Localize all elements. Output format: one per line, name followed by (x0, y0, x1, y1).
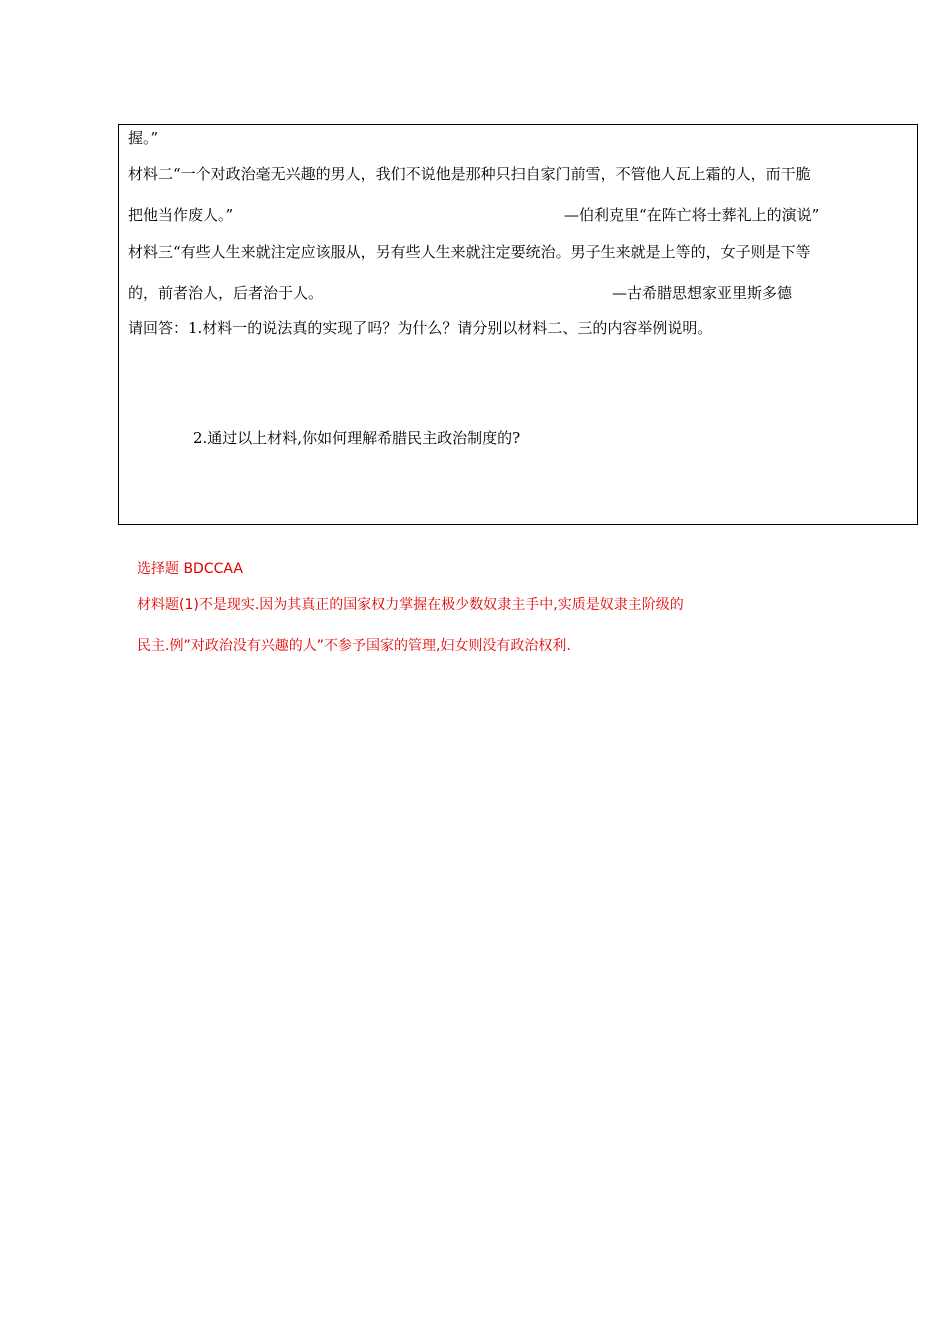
material-3-line-2: 的，前者治人，后者治于人。 (128, 284, 324, 302)
question-prompt-2: 2.通过以上材料,你如何理解希腊民主政治制度的? (193, 429, 521, 447)
answer-material-line-2: 民主.例”对政治没有兴趣的人”不参予国家的管理,妇女则没有政治权利. (137, 638, 571, 654)
material-3-source: —古希腊思想家亚里斯多德 (612, 284, 793, 302)
material-2-line-1: 材料二“一个对政治毫无兴趣的男人，我们不说他是那种只扫自家门前雪，不管他人瓦上霜的人，而干脆 (128, 165, 811, 183)
answer-choice: 选择题 BDCCAA (137, 561, 243, 577)
material-2-line-2: 把他当作废人。” (128, 206, 234, 224)
question-prompt-1: 请回答：1.材料一的说法真的实现了吗？为什么？请分别以材料二、三的内容举例说明。 (128, 319, 713, 337)
answer-material-line-1: 材料题(1)不是现实.因为其真正的国家权力掌握在极少数奴隶主手中,实质是奴隶主阶级的 (137, 597, 684, 613)
material-2-source: —伯利克里“在阵亡将士葬礼上的演说” (564, 206, 820, 224)
material-3-line-1: 材料三“有些人生来就注定应该服从，另有些人生来就注定要统治。男子生来就是上等的，女子则是下等 (128, 243, 811, 261)
material-1-tail: 握。” (128, 129, 159, 147)
